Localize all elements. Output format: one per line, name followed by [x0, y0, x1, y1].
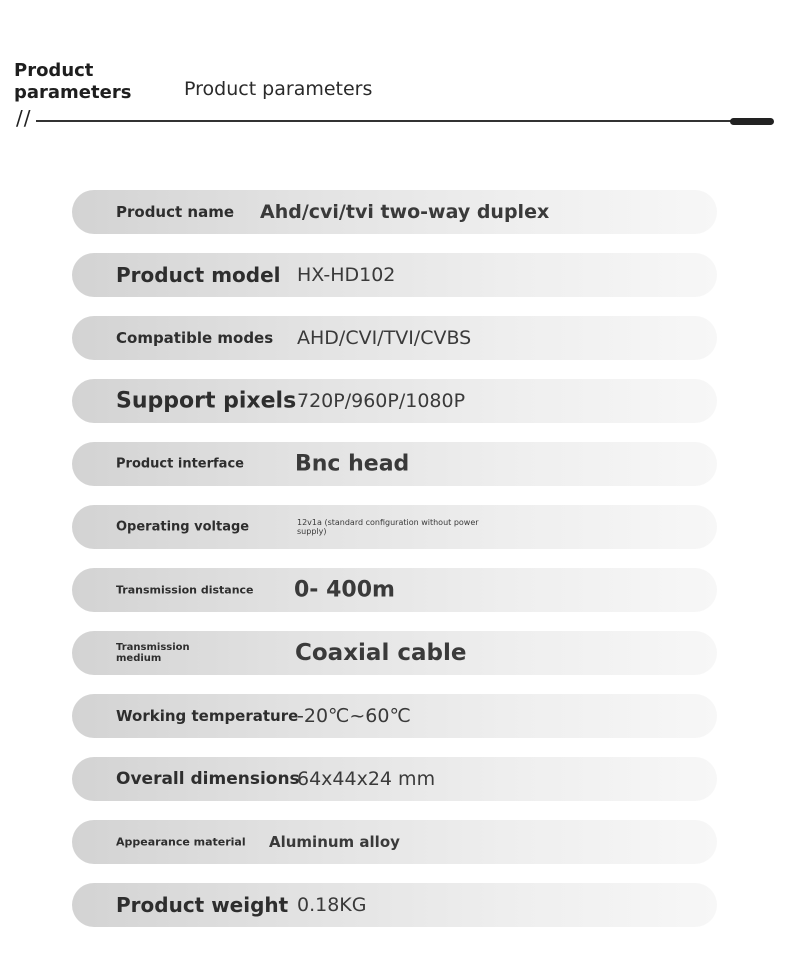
section-title: Product parameters	[14, 60, 132, 103]
param-row-transmission-medium	[72, 631, 717, 675]
param-row-operating-voltage	[72, 505, 717, 549]
param-row-product-model	[72, 253, 717, 297]
param-label: Product name	[116, 203, 235, 221]
param-value: 720P/960P/1080P	[297, 390, 466, 412]
param-row-product-name	[72, 190, 717, 234]
param-value: 0- 400m	[294, 577, 395, 603]
param-row-product-weight	[72, 883, 717, 927]
param-value: Coaxial cable	[295, 640, 467, 666]
slash-decoration: //	[16, 106, 32, 130]
param-label: Appearance material	[116, 835, 246, 849]
param-value: Ahd/cvi/tvi two-way duplex	[260, 201, 550, 223]
param-label: Compatible modes	[116, 329, 274, 347]
param-row-working-temperature	[72, 694, 717, 738]
param-label: Working temperature	[116, 707, 299, 725]
param-label: Product weight	[116, 893, 289, 917]
param-value: 64x44x24 mm	[297, 768, 436, 790]
param-row-overall-dimensions	[72, 757, 717, 801]
param-value: HX-HD102	[297, 264, 396, 286]
param-value: Aluminum alloy	[269, 833, 400, 851]
param-row-product-interface	[72, 442, 717, 486]
param-label: Support pixels	[116, 388, 297, 414]
param-row-compatible-modes	[72, 316, 717, 360]
param-label: Overall dimensions	[116, 769, 300, 789]
param-label: Product model	[116, 263, 281, 287]
param-row-appearance-material	[72, 820, 717, 864]
section-subtitle: Product parameters	[184, 78, 373, 100]
param-label: Transmission distance	[116, 583, 254, 597]
param-label: Operating voltage	[116, 519, 250, 535]
param-value: 12v1a (standard configuration without power supply)	[297, 518, 479, 536]
param-value: AHD/CVI/TVI/CVBS	[297, 327, 472, 349]
param-value: 0.18KG	[297, 894, 367, 916]
divider-end-cap	[730, 118, 774, 125]
param-label: Product interface	[116, 456, 244, 472]
divider-line	[36, 120, 736, 122]
param-row-transmission-distance	[72, 568, 717, 612]
param-value: -20℃~60℃	[297, 705, 411, 727]
param-label: Transmission medium	[116, 642, 190, 664]
param-value: Bnc head	[295, 451, 410, 477]
param-row-support-pixels	[72, 379, 717, 423]
